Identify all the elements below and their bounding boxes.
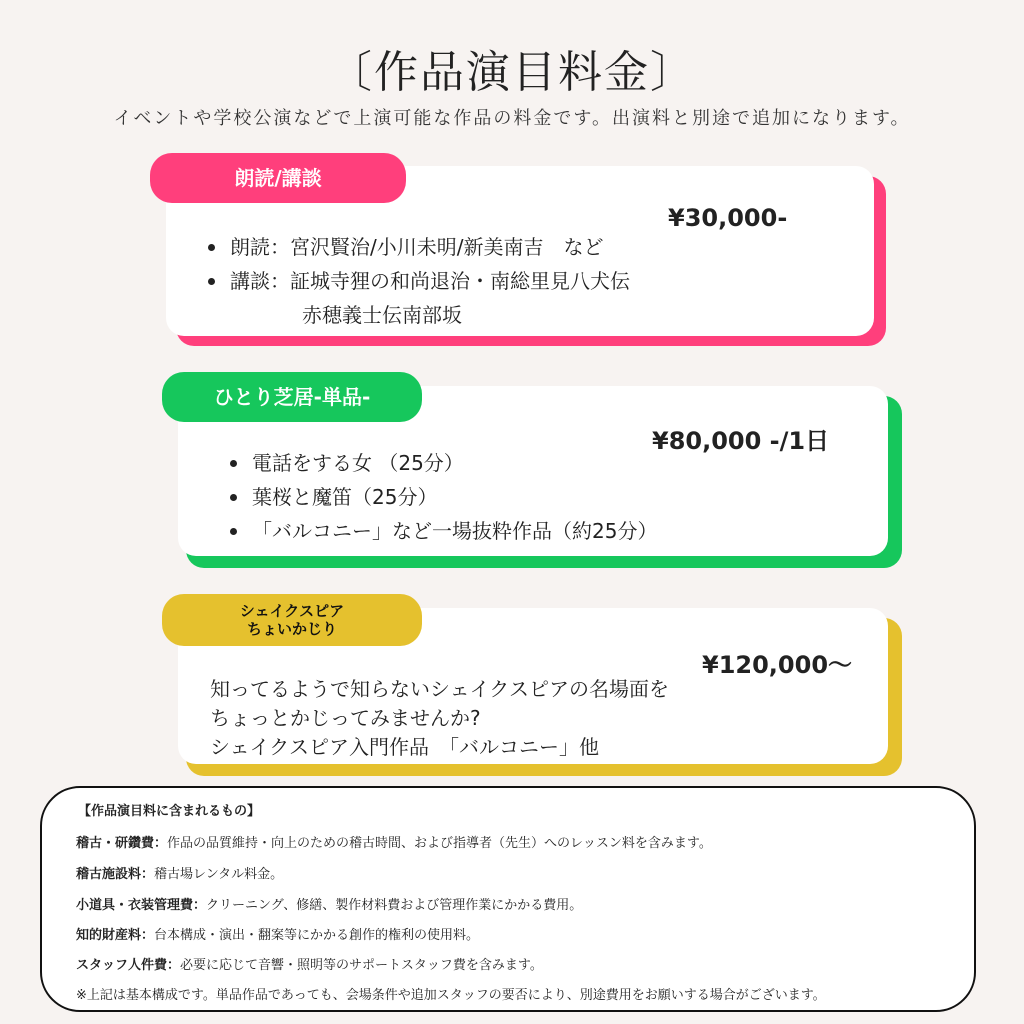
list-item: 「バルコニー」など一場抜粋作品（約25分） bbox=[226, 514, 657, 548]
list-item: 電話をする女 （25分） bbox=[226, 446, 657, 480]
notes-row-label: 稽古施設料： bbox=[76, 867, 155, 882]
notes-row bbox=[76, 894, 582, 913]
notes-footnote: ※上記は基本構成です。単品作品であっても、会場条件や追加スタッフの要否により、別途費用をお願いする場合がございます。 bbox=[76, 988, 826, 1003]
card-price: ¥80,000 -/1日 bbox=[652, 427, 830, 455]
list-item: 講談：証城寺狸の和尚退治・南総里見八犬伝 bbox=[204, 264, 630, 298]
description-line: ちょっとかじってみませんか? bbox=[210, 706, 481, 730]
notes-row bbox=[76, 832, 712, 851]
page-subtitle: イベントや学校公演などで上演可能な作品の料金です。出演料と別途で追加になります。 bbox=[113, 108, 911, 129]
card-item-list bbox=[204, 230, 630, 332]
card-description bbox=[210, 675, 669, 762]
card-tag-line: ちょいかじり bbox=[246, 620, 337, 638]
notes-row-label: 小道具・衣装管理費： bbox=[76, 898, 207, 913]
notes-row-label: 稽古・研鑽費： bbox=[76, 836, 168, 851]
card-item-list bbox=[226, 446, 657, 548]
notes-row bbox=[76, 863, 283, 882]
notes-row-text: 必要に応じて音響・照明等のサポートスタッフ費を含みます。 bbox=[180, 958, 543, 973]
notes-row-text: 稽古場レンタル料金。 bbox=[154, 867, 284, 882]
description-line: 知ってるようで知らないシェイクスピアの名場面を bbox=[210, 677, 669, 701]
list-item: 葉桜と魔笛（25分） bbox=[226, 480, 657, 514]
list-item-continuation: 赤穂義士伝南部坂 bbox=[302, 303, 462, 327]
notes-row bbox=[76, 954, 543, 973]
notes-row-label: 知的財産料： bbox=[76, 928, 155, 943]
notes-heading: 【作品演目料に含まれるもの】 bbox=[78, 804, 261, 819]
included-items-box bbox=[40, 786, 976, 1012]
list-item: 朗読：宮沢賢治/小川未明/新美南吉 など bbox=[204, 230, 630, 264]
card-tag: 朗読/講談 bbox=[150, 153, 406, 203]
notes-row bbox=[76, 924, 479, 943]
notes-row-text: 作品の品質維持・向上のための稽古時間、および指導者（先生）へのレッスン料を含みます。 bbox=[167, 836, 712, 851]
card-tag: ひとり芝居-単品- bbox=[162, 372, 422, 422]
notes-row-text: クリーニング、修繕、製作材料費および管理作業にかかる費用。 bbox=[206, 898, 583, 913]
notes-row-text: 台本構成・演出・翻案等にかかる創作的権利の使用料。 bbox=[154, 928, 480, 943]
card-tag bbox=[162, 594, 422, 646]
notes-row-label: スタッフ人件費： bbox=[76, 958, 181, 973]
card-price: ¥30,000- bbox=[668, 204, 788, 232]
card-tag-line: シェイクスピア bbox=[239, 602, 345, 620]
page-title: 〔作品演目料金〕 bbox=[328, 47, 696, 98]
card-price: ¥120,000〜 bbox=[702, 651, 853, 679]
description-line: シェイクスピア入門作品 「バルコニー」他 bbox=[210, 735, 599, 759]
